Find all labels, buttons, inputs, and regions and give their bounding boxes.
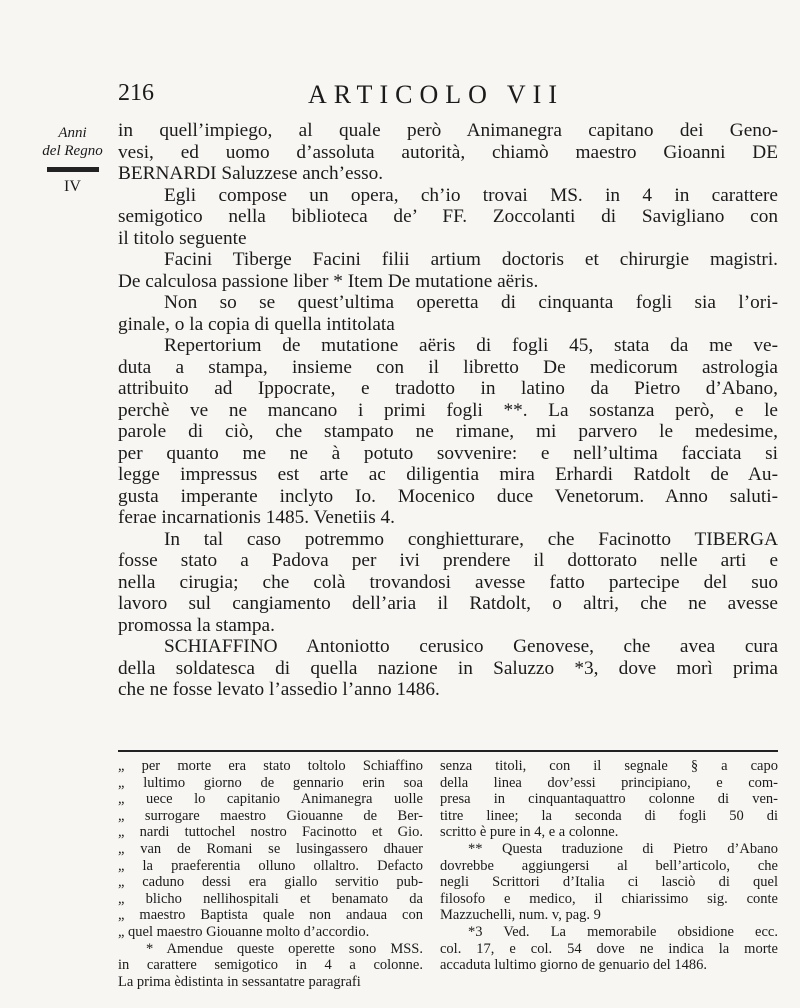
footnote-line: scritto è pure in 4, e a colonne. bbox=[440, 824, 619, 841]
footnote-line: negli Scrittori d’Italia ci lasciò di quel bbox=[440, 874, 778, 891]
text-line: fosse stato a Padova per ivi prendere il dottorato nelle arti e bbox=[118, 550, 778, 571]
footnote-line: La prima èdistinta in sessantatre paragrafi bbox=[118, 973, 361, 990]
footnotes-right-column bbox=[440, 758, 778, 974]
footnote-line: accaduta lultimo giorno de genuario del 1486. bbox=[440, 957, 707, 974]
text-line: attribuito ad Ippocrate, e tradotto in latino da Pietro d’Abano, bbox=[118, 378, 778, 399]
text-line: semigotico nella biblioteca de’ FF. Zoccolanti di Savigliano con bbox=[118, 206, 778, 227]
footnote-line: Mazzuchelli, num. v, pag. 9 bbox=[440, 907, 601, 924]
text-line: ferae incarnationis 1485. Venetiis 4. bbox=[118, 507, 395, 528]
text-line: lavoro sul cangiamento dell’aria il Ratdolt, o altri, che ne avesse bbox=[118, 593, 778, 614]
footnote-line: „ lultimo giorno de gennario erin soa bbox=[118, 774, 423, 791]
text-line: legge impressus est arte ac diligentia mira Erhardi Ratdolt de Au- bbox=[118, 464, 778, 485]
margin-note-rule bbox=[47, 167, 99, 172]
page-number: 216 bbox=[118, 80, 154, 106]
footnote-line: ** Questa traduzione di Pietro d’Abano bbox=[468, 840, 778, 857]
text-line: in quell’impiego, al quale però Animanegra capitano dei Geno- bbox=[118, 120, 778, 141]
text-line: ginale, o la copia di quella intitolata bbox=[118, 313, 395, 335]
margin-note-line-1: Anni bbox=[58, 125, 87, 141]
footnote-line: „ van de Romani se lusingassero dhauer bbox=[118, 840, 423, 857]
text-line: In tal caso potremmo conghietturare, che Facinotto TIBERGA bbox=[164, 528, 778, 550]
text-line: Non so se quest’ultima operetta di cinquanta fogli sia l’ori- bbox=[164, 292, 778, 313]
text-line: che ne fosse levato l’assedio l’anno 1486. bbox=[118, 679, 440, 700]
footnote-line: * Amendue queste operette sono MSS. bbox=[146, 940, 423, 957]
footnote-line: „ surrogare maestro Giouanne de Ber- bbox=[118, 807, 423, 824]
text-line: della soldatesca di quella nazione in Saluzzo *3, dove morì prima bbox=[118, 657, 778, 679]
margin-note bbox=[30, 124, 115, 197]
text-line: il titolo seguente bbox=[118, 227, 247, 249]
footnote-line: presa in cinquantaquattro colonne di ven- bbox=[440, 791, 778, 808]
footnote-line: „ uece lo capitanio Animanegra uolle bbox=[118, 791, 423, 808]
text-line: vesi, ed uomo d’assoluta autorità, chiamò maestro Gioanni DE bbox=[118, 141, 778, 163]
text-line: De calculosa passione liber * Item De mutatione aëris. bbox=[118, 270, 539, 292]
text-line: promossa la stampa. bbox=[118, 614, 275, 636]
footnote-line: „ nardi tuttochel nostro Facinotto et Gio. bbox=[118, 824, 423, 841]
text-line: Facini Tiberge Facini filii artium doctoris et chirurgie magistri. bbox=[164, 249, 778, 270]
footnote-divider bbox=[118, 750, 778, 752]
text-line: perchè ve ne mancano i primi fogli **. La sostanza però, e le bbox=[118, 399, 778, 421]
text-line: SCHIAFFINO Antoniotto cerusico Genovese, che avea cura bbox=[164, 636, 778, 657]
footnote-line: filosofo e medico, il chiarissimo sig. conte bbox=[440, 890, 778, 907]
footnote-line: col. 17, e col. 54 dove ne indica la morte bbox=[440, 940, 778, 957]
text-line: per quanto me ne à potuto sovvenire: e nell’ultima facciata si bbox=[118, 442, 778, 464]
text-line: nella cirugia; che colà trovandosi avesse fatto partecipe del suo bbox=[118, 571, 778, 593]
text-line: duta a stampa, insieme con il libretto De medicorum astrologia bbox=[118, 356, 778, 378]
footnote-line: dovrebbe aggiungersi al bell’articolo, che bbox=[440, 857, 778, 874]
text-line: parole di ciò, che stampato ne rimane, mi parvero le medesime, bbox=[118, 421, 778, 442]
footnote-line: „ caduno dessi era giallo servitio pub- bbox=[118, 874, 423, 891]
margin-note-line-2: del Regno bbox=[42, 143, 103, 159]
footnote-line: *3 Ved. La memorabile obsidione ecc. bbox=[468, 923, 778, 940]
text-line: BERNARDI Saluzzese anch’esso. bbox=[118, 163, 384, 184]
margin-note-year: IV bbox=[64, 178, 81, 195]
running-title: ARTICOLO VII bbox=[308, 80, 564, 109]
footnote-line: della linea dov’essi principiano, e com- bbox=[440, 774, 778, 791]
text-line: Egli compose un opera, ch’io trovai MS. in 4 in carattere bbox=[164, 184, 778, 206]
footnote-line: titre linee; la seconda di fogli 50 di bbox=[440, 807, 778, 824]
footnote-line: „ per morte era stato toltolo Schiaffino bbox=[118, 758, 423, 774]
footnote-line: in carattere semigotico in 4 a colonne. bbox=[118, 957, 423, 974]
footnote-line: „ la praeferentia olluno ollaltro. Defacto bbox=[118, 857, 423, 874]
page-header bbox=[118, 80, 778, 114]
footnote-line: „ blicho nellihospitali et benamato da bbox=[118, 890, 423, 907]
footnote-line: „ maestro Baptista quale non andaua con bbox=[118, 907, 423, 924]
footnotes-left-column bbox=[118, 758, 423, 990]
footnote-line: senza titoli, con il segnale § a capo bbox=[440, 758, 778, 774]
main-text bbox=[118, 120, 778, 701]
text-line: gusta imperante inclyto Io. Mocenico duce Venetorum. Anno saluti- bbox=[118, 485, 778, 507]
text-line: Repertorium de mutatione aëris di fogli 45, stata da me ve- bbox=[164, 335, 778, 356]
footnote-line: „ quel maestro Giouanne molto d’accordio. bbox=[118, 923, 370, 940]
